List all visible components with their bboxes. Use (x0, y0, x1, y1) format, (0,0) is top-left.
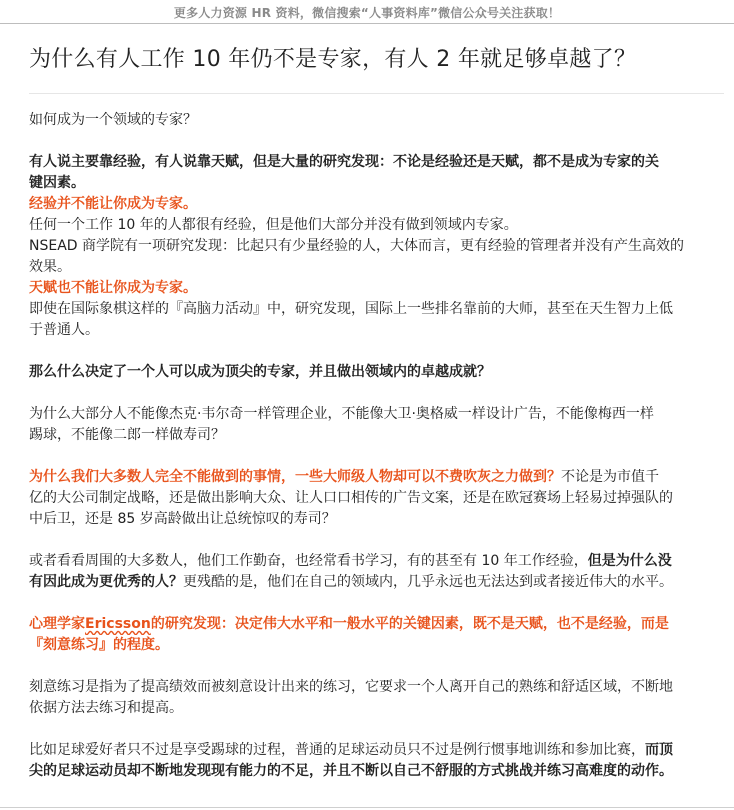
intro-line-1: 有人说主要靠经验，有人说靠天赋，但是大量的研究发现：不论是经验还是天赋，都不是成为专家的关 (29, 154, 659, 170)
ericsson-pre: 心理学家 (29, 616, 85, 632)
promo-banner: 更多人力资源 HR 资料，微信搜索“人事资料库”微信公众号关注获取！ (173, 6, 561, 20)
masters-line-1-rest: 不论是为市值千 (561, 469, 659, 485)
people-line-2-bold: 有因此成为更优秀的人？ (29, 574, 183, 590)
intro-line-2: 键因素。 (29, 175, 85, 191)
people-line-2 (29, 572, 726, 593)
masters-line-1 (29, 467, 726, 488)
page-bottom-divider (0, 807, 734, 808)
talent-heading: 天赋也不能让你成为专家。 (29, 280, 197, 296)
people-line-2-plain: 更残酷的是，他们在自己的领域内，几乎永远也无法达到或者接近伟大的水平。 (183, 574, 673, 590)
practice-line-2: 依据方法去练习和提高。 (29, 700, 183, 716)
football-line-1 (29, 740, 726, 761)
people-line-1 (29, 551, 726, 572)
ericsson-line-1 (29, 614, 726, 635)
talent-line-1: 即使在国际象棋这样的『高脑力活动』中，研究发现，国际上一些排名靠前的大师，甚至在天生智力上低 (29, 301, 673, 317)
talent-line-2: 于普通人。 (29, 322, 99, 338)
masters-line-2: 亿的大公司制定战略，还是做出影响大众、让人口口相传的广告文案，还是在欧冠赛场上轻易过掉强队的 (29, 490, 673, 506)
why-line-2: 踢球，不能像二郎一样做寿司？ (29, 427, 225, 443)
ericsson-name: Ericsson (85, 616, 151, 632)
experience-heading: 经验并不能让你成为专家。 (29, 196, 197, 212)
people-line-1-plain: 或者看看周围的大多数人，他们工作勤奋，也经常看书学习，有的甚至有 10 年工作经验， (29, 553, 588, 569)
article-title: 为什么有人工作 10 年仍不是专家，有人 2 年就足够卓越了？ (29, 47, 637, 72)
why-line-1: 为什么大部分人不能像杰克·韦尔奇一样管理企业，不能像大卫·奥格威一样设计广告，不能像梅西一样 (29, 406, 654, 422)
masters-question: 为什么我们大多数人完全不能做到的事情，一些大师级人物却可以不费吹灰之力做到？ (29, 469, 561, 485)
title-divider (29, 93, 724, 94)
ericsson-rest: 的研究发现：决定伟大水平和一般水平的关键因素，既不是天赋，也不是经验，而是 (150, 616, 669, 632)
football-line-2: 尖的足球运动员却不断地发现现有能力的不足，并且不断以自己不舒服的方式挑战并练习高难度的动作。 (29, 763, 673, 779)
ericsson-line-2: 『刻意练习』的程度。 (29, 637, 169, 653)
football-line-1-plain: 比如足球爱好者只不过是享受踢球的过程，普通的足球运动员只不过是例行惯事地训练和参加比赛， (29, 742, 645, 758)
people-line-1-bold: 但是为什么没 (587, 553, 672, 569)
experience-line-1: 任何一个工作 10 年的人都很有经验，但是他们大部分并没有做到领域内专家。 (29, 217, 518, 233)
key-question: 那么什么决定了一个人可以成为顶尖的专家，并且做出领域内的卓越成就？ (29, 364, 491, 380)
question-line: 如何成为一个领域的专家？ (29, 112, 197, 128)
masters-line-3: 中后卫，还是 85 岁高龄做出让总统惊叹的寿司？ (29, 511, 336, 527)
practice-line-1: 刻意练习是指为了提高绩效而被刻意设计出来的练习，它要求一个人离开自己的熟练和舒适区域，不断地 (29, 679, 673, 695)
banner-divider (0, 23, 734, 24)
experience-line-3: 效果。 (29, 259, 71, 275)
article-body (29, 110, 726, 782)
experience-line-2: NSEAD 商学院有一项研究发现：比起只有少量经验的人，大体而言，更有经验的管理者并没有产生高效的 (29, 238, 685, 254)
football-line-1-bold: 而顶 (645, 742, 673, 758)
